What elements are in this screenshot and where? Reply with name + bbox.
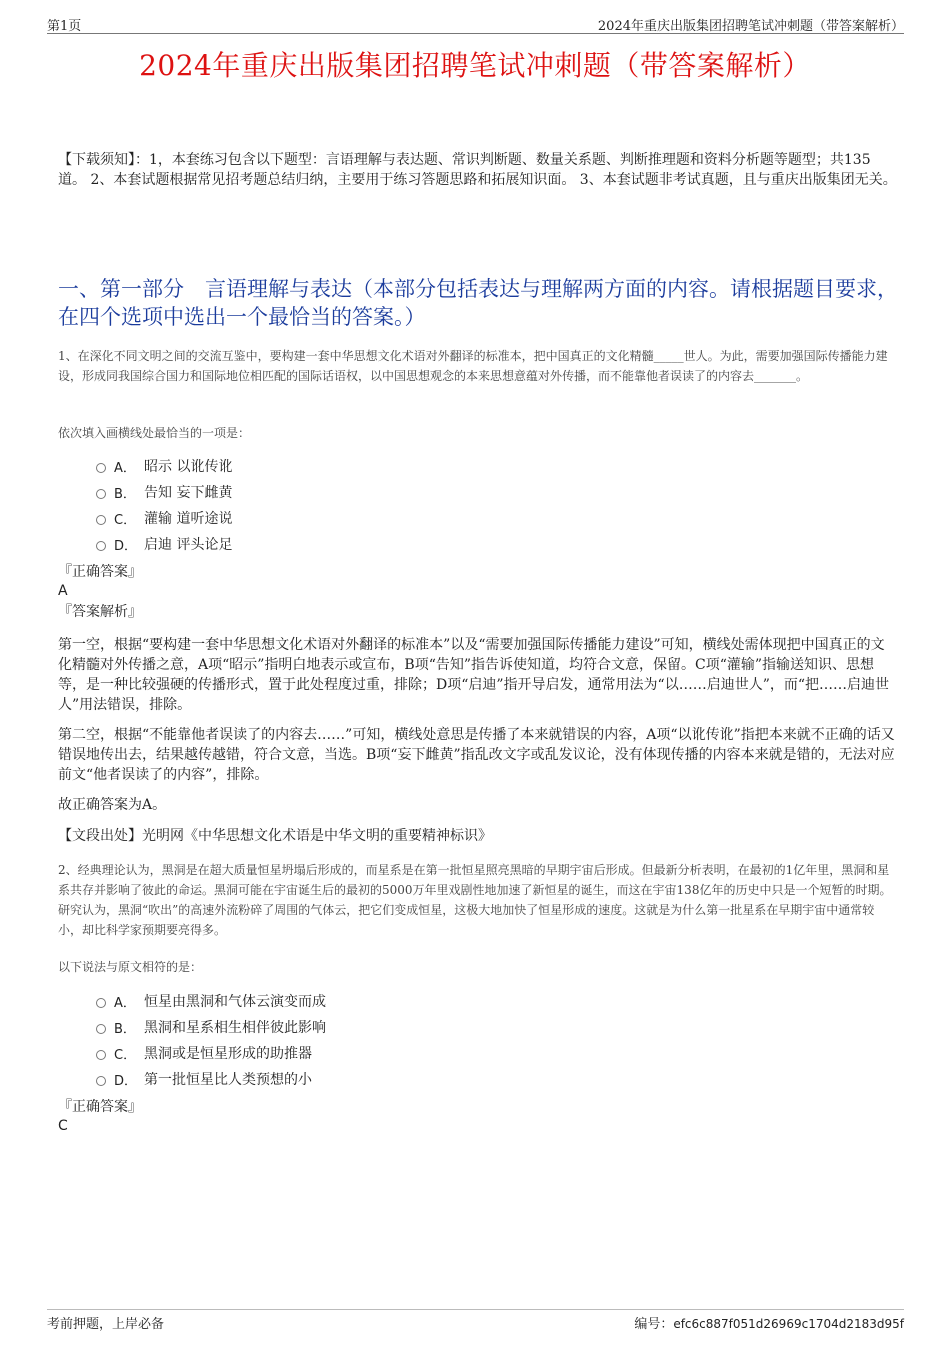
- header-rule: [47, 33, 904, 34]
- radio-icon[interactable]: [96, 998, 106, 1008]
- q1-options: [96, 453, 496, 557]
- radio-icon[interactable]: [96, 1024, 106, 1034]
- radio-icon[interactable]: [96, 1076, 106, 1086]
- page-title: 2024年重庆出版集团招聘笔试冲刺题（带答案解析）: [139, 49, 811, 82]
- q2-option-b[interactable]: B． 黑洞和星系相生相伴彼此影响: [96, 1014, 496, 1040]
- q1-answer-label: 『正确答案』: [58, 564, 142, 580]
- q2-answer-label: 『正确答案』: [58, 1099, 142, 1115]
- analysis-paragraph: 第一空，根据“要构建一套中华思想文化术语对外翻译的标准本”以及“需要加强国际传播能力建设”可知，横线处需体现把中国真正的文化精髓对外传播之意，A项“昭示”指明白地表示或宣布，B项“告知”指告诉使知道，均符合文意，保留。C项“灌输”指输送知识、思想等，是一种比较强硬的传播形式，置于此处程度过重，排除；D项“启迪”指开导启发，通常用法为“以……启迪世人”，而“把……启迪世人”用法错误，排除。: [58, 637, 890, 713]
- q1-text: 1、在深化不同文明之间的交流互鉴中，要构建一套中华思想文化术语对外翻译的标准本，把中国真正的文化精髓_____世人。为此，需要加强国际传播能力建设，形成同我国综合国力和国际地位相匹配的国际话语权，以中国思想观念的本来思想意蕴对外传播，而不能靠他者误读了的内容去_______。: [58, 349, 888, 383]
- radio-icon[interactable]: [96, 541, 106, 551]
- analysis-conclusion: 故正确答案为A。: [58, 797, 167, 813]
- q2-answer: C: [58, 1118, 68, 1134]
- footer-code-label: 编号：: [634, 1317, 674, 1332]
- footer-slogan: 考前押题，上岸必备: [47, 1317, 165, 1332]
- radio-icon[interactable]: [96, 463, 106, 473]
- q2-option-a[interactable]: A． 恒星由黑洞和气体云演变而成: [96, 988, 496, 1014]
- q1-option-b[interactable]: B． 告知 妄下雌黄: [96, 479, 496, 505]
- q2-option-c[interactable]: C． 黑洞或是恒星形成的助推器: [96, 1040, 496, 1066]
- q1-answer: A: [58, 583, 68, 599]
- radio-icon[interactable]: [96, 489, 106, 499]
- radio-icon[interactable]: [96, 1050, 106, 1060]
- q1-analysis-label: 『答案解析』: [58, 604, 142, 620]
- footer-code-value: efc6c887f051d26969c1704d2183d95f: [673, 1317, 904, 1331]
- analysis-paragraph: 第二空，根据“不能靠他者误读了的内容去……”可知，横线处意思是传播了本来就错误的内容，A项“以讹传讹”指把本来就不正确的话又错误地传出去，结果越传越错，符合文意，当选。B项“妄下雌黄”指乱改文字或乱发议论，没有体现传播的内容本来就是错的，无法对应前文“他者误读了的内容”，排除。: [58, 727, 895, 783]
- q1-option-c[interactable]: C． 灌输 道听途说: [96, 505, 496, 531]
- q2-option-d[interactable]: D． 第一批恒星比人类预想的小: [96, 1066, 496, 1092]
- q2-prompt: 以下说法与原文相符的是：: [58, 960, 203, 974]
- download-notice: 【下载须知】：1，本套练习包含以下题型：言语理解与表达题、常识判断题、数量关系题、判断推理题和资料分析题等题型；共135道。 2、本套试题根据常见招考题总结归纳，主要用于练习答题思路和拓展知识面。 3、本套试题非考试真题，且与重庆出版集团无关。: [58, 152, 897, 188]
- q2-text: 2、经典理论认为，黑洞是在超大质量恒星坍塌后形成的，而星系是在第一批恒星照亮黑暗的早期宇宙后形成。但最新分析表明，在最初的1亿年里，黑洞和星系共存并影响了彼此的命运。黑洞可能在宇宙诞生后的最初的5000万年里戏剧性地加速了新恒星的诞生，而这在宇宙138亿年的历史中只是一个短暂的时期。研究认为，黑洞“吹出”的高速外流粉碎了周围的气体云，把它们变成恒星，这极大地加快了恒星形成的速度。这就是为什么第一批星系在早期宇宙中通常较小，却比科学家预期要亮得多。: [58, 863, 892, 937]
- section-heading: 一、第一部分 言语理解与表达（本部分包括表达与理解两方面的内容。请根据题目要求，在四个选项中选出一个最恰当的答案。）: [58, 277, 898, 329]
- footer-rule: [47, 1309, 904, 1310]
- footer-code: [634, 1313, 904, 1332]
- header-page-number: 第1页: [47, 19, 82, 34]
- header-doc-title: 2024年重庆出版集团招聘笔试冲刺题（带答案解析）: [597, 19, 904, 34]
- q1-source: 【文段出处】光明网《中华思想文化术语是中华文明的重要精神标识》: [58, 828, 492, 844]
- q2-options: [96, 988, 496, 1092]
- q1-option-d[interactable]: D． 启迪 评头论足: [96, 531, 496, 557]
- q1-option-a[interactable]: A． 昭示 以讹传讹: [96, 453, 496, 479]
- q1-analysis: [58, 635, 898, 825]
- q1-prompt: 依次填入画横线处最恰当的一项是：: [58, 426, 251, 440]
- radio-icon[interactable]: [96, 515, 106, 525]
